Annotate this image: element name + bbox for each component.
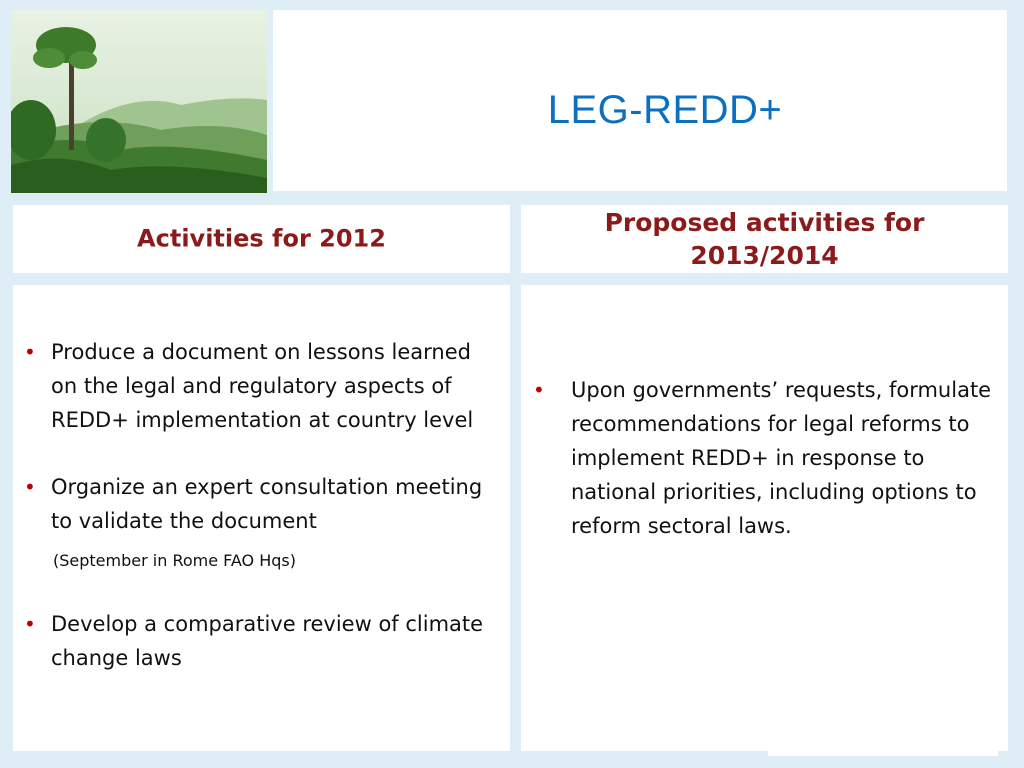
list-item-text: Produce a document on lessons learned on the legal and regulatory aspects of REDD+ implementation at country level [51, 340, 474, 432]
right-column-header [521, 205, 1008, 273]
left-column-heading: Activities for 2012 [137, 224, 386, 253]
bullet-icon: • [24, 612, 36, 636]
list-item-text: Organize an expert consultation meeting to validate the document [51, 475, 483, 533]
right-heading-line1: Proposed activities for [604, 208, 925, 237]
list-item [13, 607, 493, 675]
footer-strip [768, 751, 998, 756]
list-item [521, 373, 1008, 543]
right-column-heading [521, 206, 1008, 272]
bullet-icon: • [24, 475, 36, 499]
left-column-header [13, 205, 510, 273]
list-item [13, 335, 493, 437]
list-item-text: Upon governments’ requests, formulate recommendations for legal reforms to implement REDD+ in response to national priorities, including options to reform sectoral laws. [571, 378, 992, 538]
slide-title: LEG-REDD+ [547, 88, 783, 132]
forest-image [11, 10, 267, 193]
right-column-body [521, 285, 1008, 751]
right-heading-line2: 2013/2014 [690, 241, 839, 270]
list-item-note: (September in Rome FAO Hqs) [53, 551, 296, 570]
bullet-icon: • [533, 378, 545, 402]
left-bullet-list [13, 335, 493, 708]
list-item-text: Develop a comparative review of climate change laws [51, 612, 484, 670]
right-bullet-list [521, 373, 1008, 543]
title-panel [273, 10, 1007, 191]
list-item [13, 470, 493, 574]
left-column-body [13, 285, 510, 751]
bullet-icon: • [24, 340, 36, 364]
